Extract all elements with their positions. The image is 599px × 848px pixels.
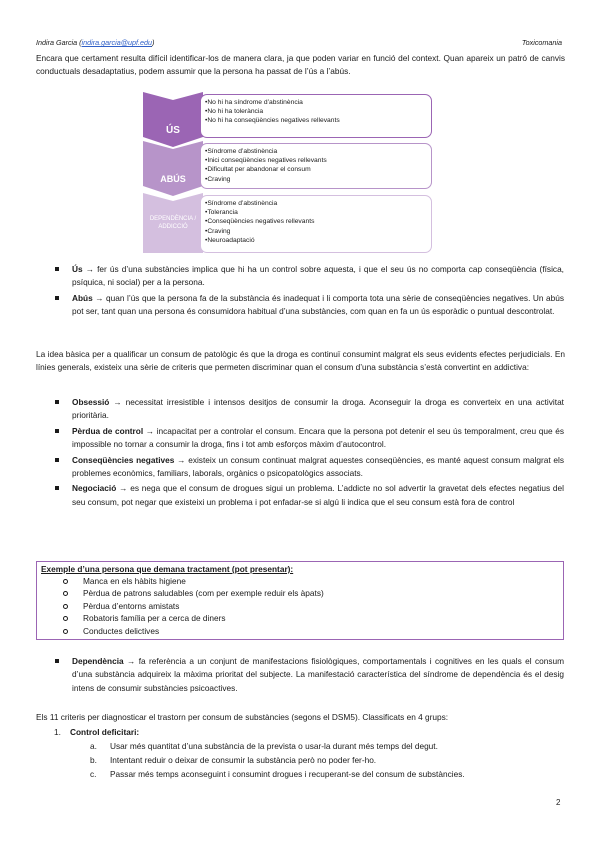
- document-subject: Toxicomania: [521, 38, 562, 47]
- example-item: Pèrdua d’entorns amistats: [63, 600, 324, 612]
- page-number: 2: [556, 798, 561, 807]
- square-bullet-icon: [55, 486, 59, 490]
- example-item: Robatoris família per a cerca de diners: [63, 612, 324, 624]
- author-email-link[interactable]: indira.garcia@upf.edu: [81, 38, 152, 47]
- square-bullet-icon: [55, 659, 59, 663]
- list-item: Conseqüències negatives → existeix un consum continuat malgrat aquestes conseqüències, es manté aquest consum malgrat els problemes econòmics, familiars, laborals, orgànics o psicopatològics associats.: [54, 454, 564, 481]
- stage-chevron-dependencia: [143, 193, 203, 253]
- stage-label-us: ÚS: [166, 125, 180, 136]
- dependencia-item: •Tolerancia: [205, 209, 238, 217]
- example-box: [36, 561, 564, 640]
- dependencia-item: •Neuroadaptació: [205, 236, 255, 244]
- square-bullet-icon: [55, 400, 59, 404]
- circle-bullet-icon: [63, 579, 68, 584]
- square-bullet-icon: [55, 458, 59, 462]
- group-title: Control deficitari:: [70, 727, 140, 737]
- stage-chevron-us: [143, 92, 203, 147]
- list-item: Obsessió → necessitat irresistible i intensos desitjos de consumir la droga. Aconseguir la droga es converteix en una activitat prioritària.: [54, 396, 564, 423]
- circle-bullet-icon: [63, 616, 68, 621]
- circle-bullet-icon: [63, 629, 68, 634]
- square-bullet-icon: [55, 429, 59, 433]
- author-name: Indira Garcia: [36, 38, 78, 47]
- stage-label-abus: ABÚS: [160, 174, 186, 184]
- stage-box-us: [200, 94, 432, 138]
- example-item: Conductes delictives: [63, 625, 324, 637]
- us-item: •No hi ha conseqüències negatives rellevants: [205, 117, 340, 125]
- abus-item: •Inici conseqüències negatives rellevants: [205, 157, 327, 165]
- list-item: Negociació → es nega que el consum de drogues sigui un problema. L’addicte no sol advertir la gravetat dels efectes negatius del seu consum, pot negar que existeixi un problema i pot enfadar-se si algú li indica que el seu consum està fora de control: [54, 482, 564, 509]
- list-item: Dependència → fa referència a un conjunt de manifestacions fisiològiques, comportamentals i cognitives en les quals el consum d’una substància adquireix la màxima prioritat del subjecte. La manifestació característica del síndrome de dependència és el desig intens de consumir substàncies psicoactives.: [54, 655, 564, 695]
- list-item: Abús → quan l’ús que la persona fa de la substància és inadequat i li comporta tota una sèrie de conseqüències negatives. Un abús pot ser, tant quan una persona és consumidora habitual d’una substàncies, com quan en fa un ús esporàdic o puntual descontrolat.: [54, 292, 564, 319]
- intro-paragraph: Encara que certament resulta difícil identificar-los de manera clara, ja que poden variar en funció del context. Quan apareix un patró de canvis conductuals desadaptatius, podem assumir que la persona ha passat de l’ús a l’abús.: [36, 53, 565, 77]
- dependencia-item: •Síndrome d’abstinència: [205, 200, 278, 207]
- circle-bullet-icon: [63, 604, 68, 609]
- abus-item: •Síndrome d’abstinència: [205, 148, 278, 155]
- square-bullet-icon: [55, 267, 59, 271]
- list-item: Pèrdua de control → incapacitat per a controlar el consum. Encara que la persona pot detenir el seu ús temporalment, creu que és impossible no tornar a consumir la droga, fins i tot amb esforços màxim d’autocontrol.: [54, 425, 564, 452]
- square-bullet-icon: [55, 296, 59, 300]
- us-item: •No hi ha síndrome d’abstinència: [205, 99, 303, 106]
- criteria-list: [54, 396, 564, 511]
- us-abus-list: [54, 263, 564, 321]
- abus-item: •Craving: [205, 175, 231, 183]
- criteria-intro-paragraph: La idea bàsica per a qualificar un consum de patològic és que la droga es continuï consumint malgrat els seus evidents efectes perjudicials. En línies generals, existeix una sèrie de criteris que permeten discriminar quan el consum d’una substància s’està convertint en addictiva:: [36, 349, 565, 373]
- example-title: Exemple d’una persona que demana tractament (pot presentar):: [41, 564, 294, 574]
- us-item: •No hi ha tolerància: [205, 108, 264, 116]
- stage-label-dependencia: DEPENDÈNCIA / ADDICCIÓ: [149, 216, 197, 230]
- dependencia-list: [54, 655, 564, 697]
- stage-box-abus: [200, 143, 432, 189]
- example-list: [63, 575, 324, 637]
- dsm5-paragraph: Els 11 criteris per diagnosticar el trastorn per consum de substàncies (segons el DSM5). Classificats en 4 grups:: [36, 712, 449, 722]
- abus-item: •Dificultat per abandonar el consum: [205, 166, 311, 174]
- dependencia-item: •Conseqüències negatives rellevants: [205, 218, 315, 226]
- circle-bullet-icon: [63, 591, 68, 596]
- list-item: Ús → fer ús d’una substàncies implica que hi ha un control sobre aquesta, i que el seu ús no comporta cap conseqüència (física, psíquica, ni social) per a la persona.: [54, 263, 564, 290]
- stages-diagram: [143, 92, 435, 254]
- example-item: Manca en els hàbits higiene: [63, 575, 324, 587]
- stage-chevron-abus: [143, 141, 203, 196]
- dependencia-item: •Craving: [205, 227, 231, 235]
- stage-box-dependencia: [200, 195, 432, 253]
- example-item: Pèrdua de patrons saludables (com per exemple reduir els àpats): [63, 587, 324, 599]
- number-label: 1.: [54, 727, 61, 737]
- page-header: Indira Garcia (indira.garcia@upf.edu) Toxicomania: [36, 38, 562, 47]
